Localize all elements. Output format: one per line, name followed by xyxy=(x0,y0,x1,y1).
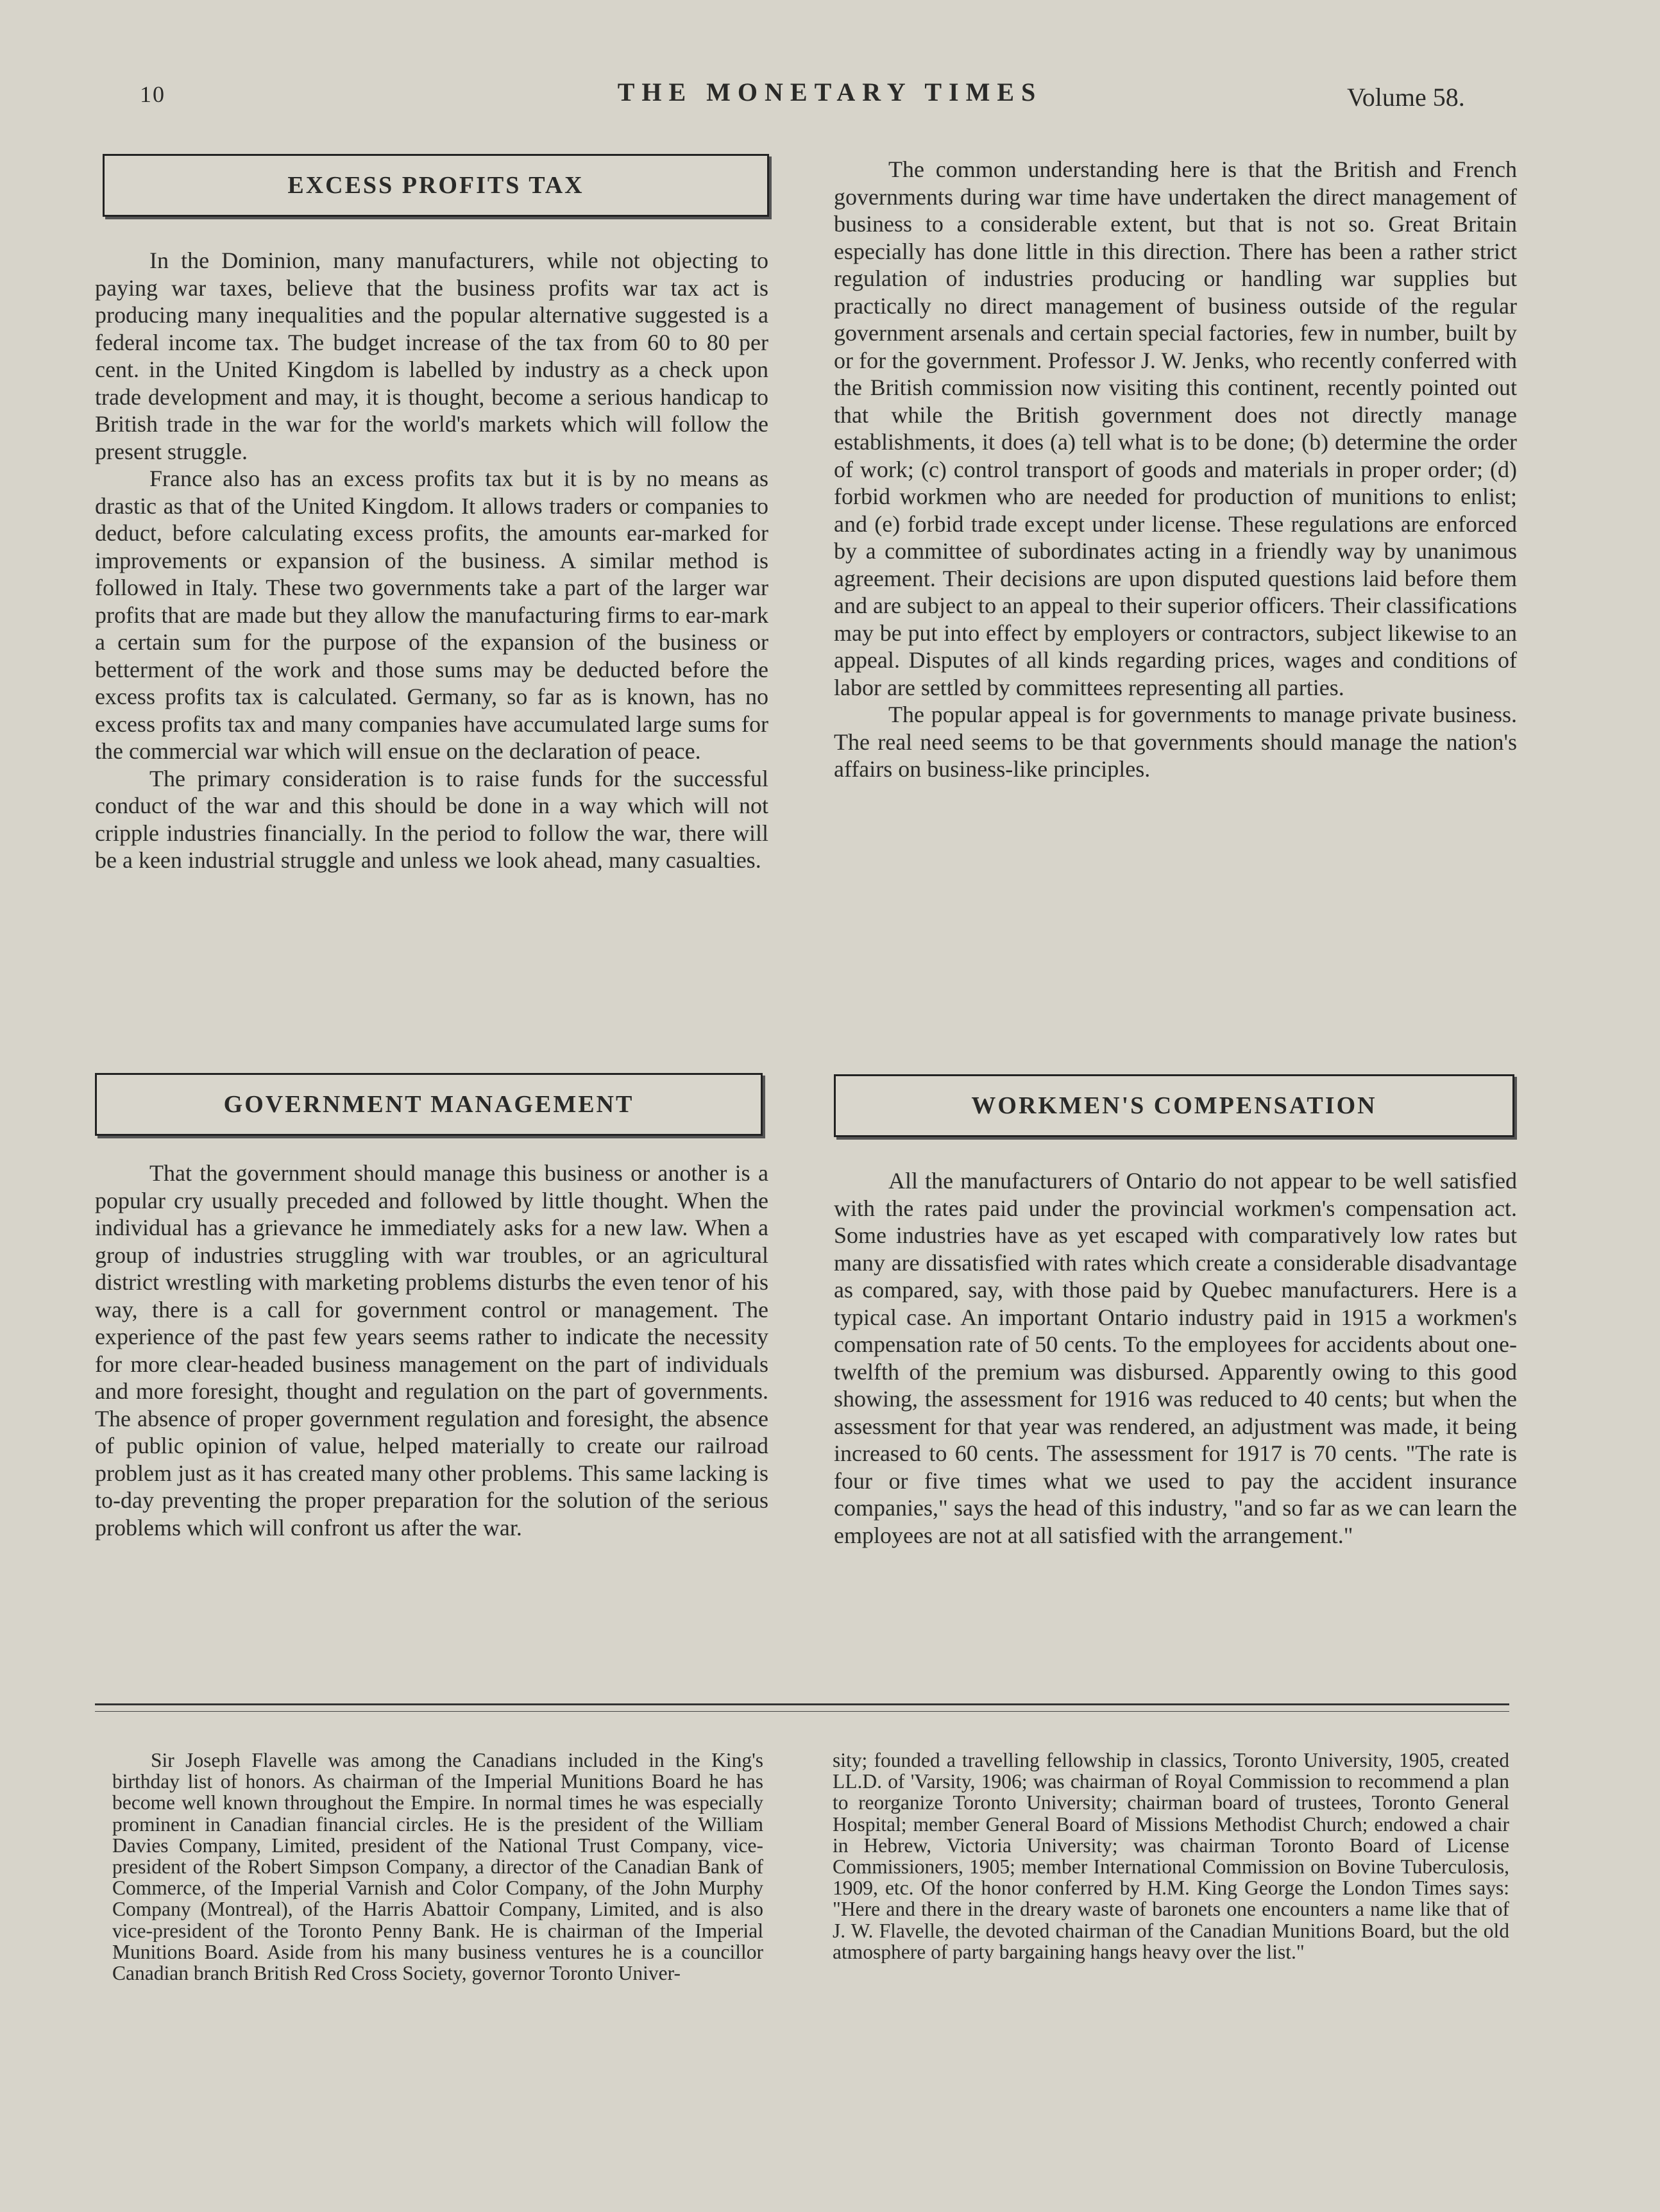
excess-profits-heading-box xyxy=(103,154,769,217)
article-paragraph: The common understanding here is that the British and French governments during war time have undertaken the direct management of business to a considerable extent, but that is not so. Great Britain especially has done little in this direction. There has been a rather strict regulation of industries producing or handling war supplies but practically no direct management of business outside of the regular government arsenals and certain special factories, few in number, built by or for the government. Professor J. W. Jenks, who recently conferred with the British commission now visiting this continent, recently pointed out that while the British government does not directly manage establishments, it does (a) tell what is to be done; (b) determine the order of work; (c) control transport of goods and materials in proper order; (d) forbid workmen who are needed for production of munitions to enlist; and (e) forbid trade except under license. These regulations are enforced by a committee of subordinates acting in a friendly way by unanimous agreement. Their decisions are upon disputed questions laid before them and are subject to an appeal to their superior officers. Their classifications may be put into effect by employers or contractors, subject likewise to an appeal. Disputes of all kinds regarding prices, wages and conditions of labor are settled by committees representing all parties. xyxy=(834,156,1517,700)
right-column-article xyxy=(834,156,1517,783)
page-number: 10 xyxy=(140,81,165,107)
article-paragraph: sity; founded a travelling fellowship in classics, Toronto University, 1905, created LL.D. of 'Varsity, 1906; was chairman of Royal Commission to recommend a plan to reorganize Toronto University; chairman board of trustees, Toronto General Hospital; member General Board of Missions Methodist Church; endowed a chair in Hebrew, Victoria University; was chairman Toronto Board of License Commissioners, 1905; member International Commission on Bovine Tuberculosis, 1909, etc. Of the honor conferred by H.M. King George the London Times says: "Here and there in the dreary waste of baronets one encounters a name like that of J. W. Flavelle, the devoted chairman of the Canadian Munitions Board, but the old atmosphere of party bargaining hangs heavy over the list." xyxy=(833,1749,1509,1963)
section-divider-rule xyxy=(95,1703,1509,1705)
flavelle-article-left xyxy=(112,1750,763,1984)
section-divider-rule-thin xyxy=(95,1711,1509,1712)
article-paragraph: The primary consideration is to raise funds for the successful conduct of the war and this should be done in a way which will not cripple industries financially. In the period to follow the war, there will be a keen industrial struggle and unless we look ahead, many casualties. xyxy=(95,765,768,873)
volume-label: Volume 58. xyxy=(1347,83,1465,112)
government-management-heading-box xyxy=(95,1073,763,1136)
workmens-compensation-article xyxy=(834,1167,1517,1549)
article-paragraph: All the manufacturers of Ontario do not appear to be well satisfied with the rates paid under the provincial workmen's compensation act. Some industries have as yet escaped with comparatively low rates but many are dissatisfied with rates which create a considerable disadvantage as compared, say, with those paid by Quebec manufacturers. Here is a typical case. An important Ontario industry paid in 1915 a workmen's compensation rate of 50 cents. To the employees for accidents about one-twelfth of the premium was disbursed. Apparently owing to this good showing, the assessment for 1916 was reduced to 40 cents; but when the assessment for that year was rendered, an adjustment was made, it being increased to 60 cents. The assessment for 1917 is 70 cents. "The rate is four or five times what we used to pay the accident insurance companies," says the head of this industry, "and so far as we can learn the employees are not at all satisfied with the arrangement." xyxy=(834,1168,1517,1548)
article-paragraph: Sir Joseph Flavelle was among the Canadians included in the King's birthday list of honors. As chairman of the Imperial Munitions Board he has become well known throughout the Empire. In normal times he was especially prominent in Canadian financial circles. He is the president of the William Davies Company, Limited, president of the National Trust Company, vice-president of the Robert Simpson Company, a director of the Canadian Bank of Commerce, of the Imperial Varnish and Color Company, of the John Murphy Company (Montreal), of the Harris Abattoir Company, Limited, and is also vice-president of the Toronto Penny Bank. He is chairman of the Imperial Munitions Board. Aside from his many business ventures he is a councillor Canadian branch British Red Cross Society, governor Toronto Univer- xyxy=(112,1749,763,1985)
article-paragraph: The popular appeal is for governments to manage private business. The real need seems to be that governments should manage the nation's affairs on business-like principles. xyxy=(834,702,1517,782)
excess-profits-article xyxy=(95,247,768,874)
workmens-compensation-heading-box xyxy=(834,1074,1514,1137)
article-paragraph: France also has an excess profits tax but it is by no means as drastic as that of the United Kingdom. It allows traders or companies to deduct, before calculating excess profits, the amounts ear-marked for improvements or expansion of the business. A similar method is followed in Italy. These two governments take a part of the larger war profits that are made but they allow the manufacturing firms to ear-mark a certain sum for the purpose of the expansion of the business or betterment of the work and those sums may be deducted before the excess profits tax is calculated. Germany, so far as is known, has no excess profits tax and many companies have accumulated large sums for the commercial war which will ensue on the declaration of peace. xyxy=(95,466,768,764)
running-header xyxy=(0,77,1660,115)
excess-profits-heading: EXCESS PROFITS TAX xyxy=(287,172,584,199)
workmens-compensation-heading: WORKMEN'S COMPENSATION xyxy=(971,1092,1377,1119)
article-paragraph: That the government should manage this business or another is a popular cry usually preceded and followed by little thought. When the individual has a grievance he immediately asks for a new law. When a group of industries struggling with war troubles, or an agricultural district wrestling with marketing problems disturbs the even tenor of his way, there is a call for government control or management. The experience of the past few years seems rather to indicate the necessity for more clear-headed business management on the part of individuals and more foresight, thought and regulation on the part of governments. The absence of proper government regulation and foresight, the absence of public opinion of value, helped materially to create our railroad problem just as it has created many other problems. This same lacking is to-day preventing the proper preparation for the solution of the serious problems which will confront us after the war. xyxy=(95,1160,768,1541)
flavelle-article-right xyxy=(833,1750,1509,1963)
government-management-heading: GOVERNMENT MANAGEMENT xyxy=(223,1091,634,1118)
journal-title: THE MONETARY TIMES xyxy=(617,78,1043,106)
government-management-article xyxy=(95,1160,768,1541)
article-paragraph: In the Dominion, many manufacturers, while not objecting to paying war taxes, believe that the business profits war tax act is producing many inequalities and the popular alternative suggested is a federal income tax. The budget increase of the tax from 60 to 80 per cent. in the United Kingdom is labelled by industry as a check upon trade development and may, it is thought, become a serious handicap to British trade in the war for the world's markets which will follow the present struggle. xyxy=(95,248,768,464)
